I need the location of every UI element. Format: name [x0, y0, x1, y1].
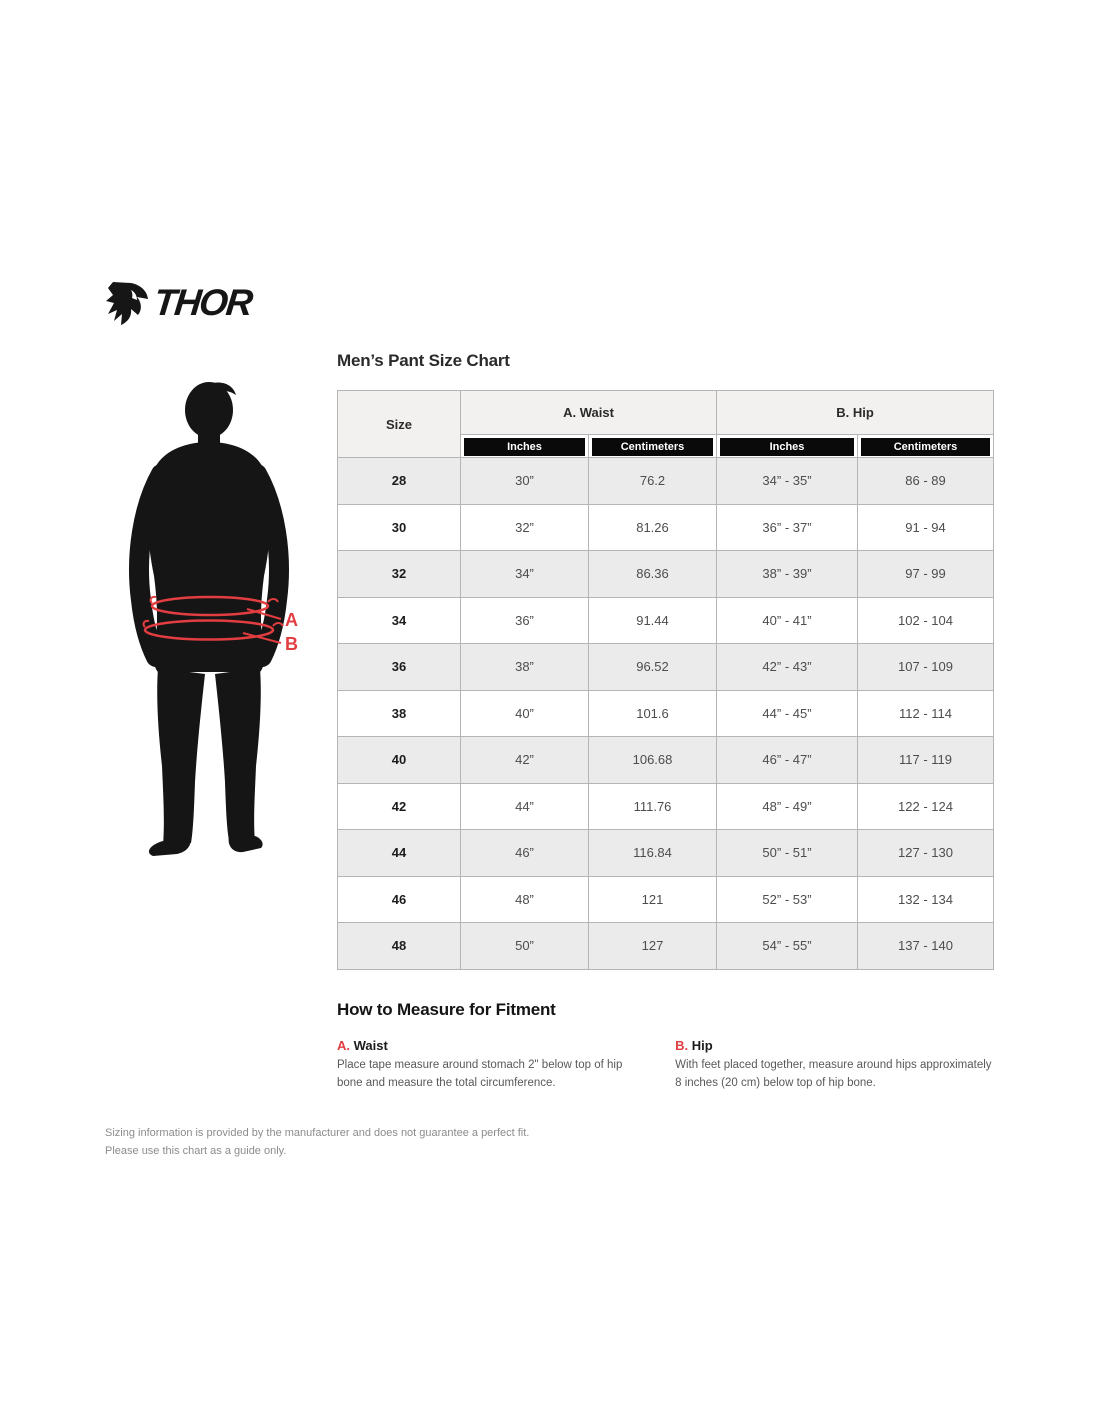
measure-waist-description: Place tape measure around stomach 2" below top of hip bone and measure the total circumference.: [337, 1059, 623, 1089]
header-size: Size: [338, 391, 461, 458]
disclaimer-line-2: Please use this chart as a guide only.: [105, 1145, 287, 1158]
cell-waist-inches: 50”: [461, 923, 589, 970]
cell-waist-inches: 46”: [461, 830, 589, 877]
cell-hip-centimeters: 132 - 134: [858, 876, 994, 923]
cell-size: 46: [338, 876, 461, 923]
table-row: [338, 737, 994, 784]
cell-hip-centimeters: 107 - 109: [858, 644, 994, 691]
cell-hip-centimeters: 127 - 130: [858, 830, 994, 877]
cell-waist-centimeters: 96.52: [589, 644, 717, 691]
table-row: [338, 458, 994, 505]
table-header-row: [338, 391, 994, 435]
cell-waist-inches: 30”: [461, 458, 589, 505]
subheader-hip-centimeters: [858, 435, 994, 458]
hip-annotation-label: B: [285, 634, 298, 654]
subheader-waist-centimeters: [589, 435, 717, 458]
cell-hip-inches: 46” - 47”: [717, 737, 858, 784]
thor-logo: [104, 280, 254, 326]
male-silhouette-illustration: [125, 380, 310, 862]
cell-waist-centimeters: 91.44: [589, 597, 717, 644]
cell-size: 28: [338, 458, 461, 505]
cell-waist-inches: 38”: [461, 644, 589, 691]
table-row: [338, 597, 994, 644]
table-row: [338, 504, 994, 551]
cell-size: 44: [338, 830, 461, 877]
sizing-disclaimer: [105, 1124, 529, 1160]
cell-waist-centimeters: 86.36: [589, 551, 717, 598]
male-silhouette: [139, 382, 279, 856]
cell-waist-inches: 42”: [461, 737, 589, 784]
disclaimer-line-1: Sizing information is provided by the manufacturer and does not guarantee a perfect fit.: [105, 1127, 530, 1139]
measure-waist-block: [337, 1038, 649, 1093]
measure-hip-block: [675, 1038, 997, 1093]
cell-size: 38: [338, 690, 461, 737]
cell-hip-inches: 54” - 55”: [717, 923, 858, 970]
measure-hip-heading: [675, 1038, 997, 1053]
cell-hip-inches: 38” - 39”: [717, 551, 858, 598]
cell-hip-centimeters: 102 - 104: [858, 597, 994, 644]
measure-hip-letter: B.: [675, 1038, 689, 1053]
measure-hip-description: With feet placed together, measure around hips approximately 8 inches (20 cm) below top of hip bone.: [675, 1059, 992, 1089]
cell-hip-inches: 50” - 51”: [717, 830, 858, 877]
cell-hip-inches: 42” - 43”: [717, 644, 858, 691]
measure-waist-letter: A.: [337, 1038, 350, 1053]
measure-waist-name: Waist: [353, 1038, 388, 1053]
cell-hip-centimeters: 86 - 89: [858, 458, 994, 505]
cell-size: 40: [338, 737, 461, 784]
measure-waist-heading: [337, 1038, 649, 1053]
cell-waist-inches: 44”: [461, 783, 589, 830]
cell-waist-inches: 48”: [461, 876, 589, 923]
table-row: [338, 690, 994, 737]
table-row: [338, 830, 994, 877]
cell-hip-centimeters: 137 - 140: [858, 923, 994, 970]
cell-waist-centimeters: 127: [589, 923, 717, 970]
measure-hip-name: Hip: [691, 1038, 713, 1053]
cell-waist-centimeters: 116.84: [589, 830, 717, 877]
fitment-figure: [125, 380, 310, 862]
table-row: [338, 783, 994, 830]
cell-waist-inches: 34”: [461, 551, 589, 598]
cell-waist-centimeters: 81.26: [589, 504, 717, 551]
cell-hip-centimeters: 112 - 114: [858, 690, 994, 737]
cell-waist-centimeters: 101.6: [589, 690, 717, 737]
table-row: [338, 876, 994, 923]
cell-hip-inches: 48” - 49”: [717, 783, 858, 830]
header-waist: A. Waist: [461, 391, 717, 435]
page-title: Men’s Pant Size Chart: [337, 351, 510, 370]
cell-hip-centimeters: 122 - 124: [858, 783, 994, 830]
cell-size: 48: [338, 923, 461, 970]
thor-logo-text: THOR: [151, 282, 254, 323]
cell-hip-centimeters: 117 - 119: [858, 737, 994, 784]
cell-size: 30: [338, 504, 461, 551]
subheader-bar: Centimeters: [861, 438, 990, 456]
cell-waist-centimeters: 106.68: [589, 737, 717, 784]
cell-hip-centimeters: 97 - 99: [858, 551, 994, 598]
subheader-hip-inches: [717, 435, 858, 458]
cell-size: 34: [338, 597, 461, 644]
waist-annotation-label: A: [285, 610, 298, 630]
cell-hip-inches: 34” - 35”: [717, 458, 858, 505]
cell-size: 32: [338, 551, 461, 598]
cell-hip-inches: 44” - 45”: [717, 690, 858, 737]
cell-waist-inches: 40”: [461, 690, 589, 737]
cell-waist-centimeters: 76.2: [589, 458, 717, 505]
thor-logo-icon: [104, 280, 150, 326]
cell-size: 42: [338, 783, 461, 830]
header-hip: B. Hip: [717, 391, 994, 435]
cell-waist-centimeters: 111.76: [589, 783, 717, 830]
subheader-bar: Centimeters: [592, 438, 713, 456]
cell-waist-inches: 32”: [461, 504, 589, 551]
cell-waist-centimeters: 121: [589, 876, 717, 923]
cell-hip-centimeters: 91 - 94: [858, 504, 994, 551]
cell-size: 36: [338, 644, 461, 691]
subheader-bar: Inches: [720, 438, 854, 456]
how-to-measure-title: How to Measure for Fitment: [337, 1000, 556, 1019]
cell-hip-inches: 36” - 37”: [717, 504, 858, 551]
subheader-bar: Inches: [464, 438, 585, 456]
cell-hip-inches: 40” - 41”: [717, 597, 858, 644]
subheader-waist-inches: [461, 435, 589, 458]
how-to-measure-section: [337, 1000, 997, 1093]
table-row: [338, 551, 994, 598]
cell-hip-inches: 52” - 53”: [717, 876, 858, 923]
table-row: [338, 644, 994, 691]
table-row: [338, 923, 994, 970]
size-chart-table: [337, 390, 994, 970]
cell-waist-inches: 36”: [461, 597, 589, 644]
